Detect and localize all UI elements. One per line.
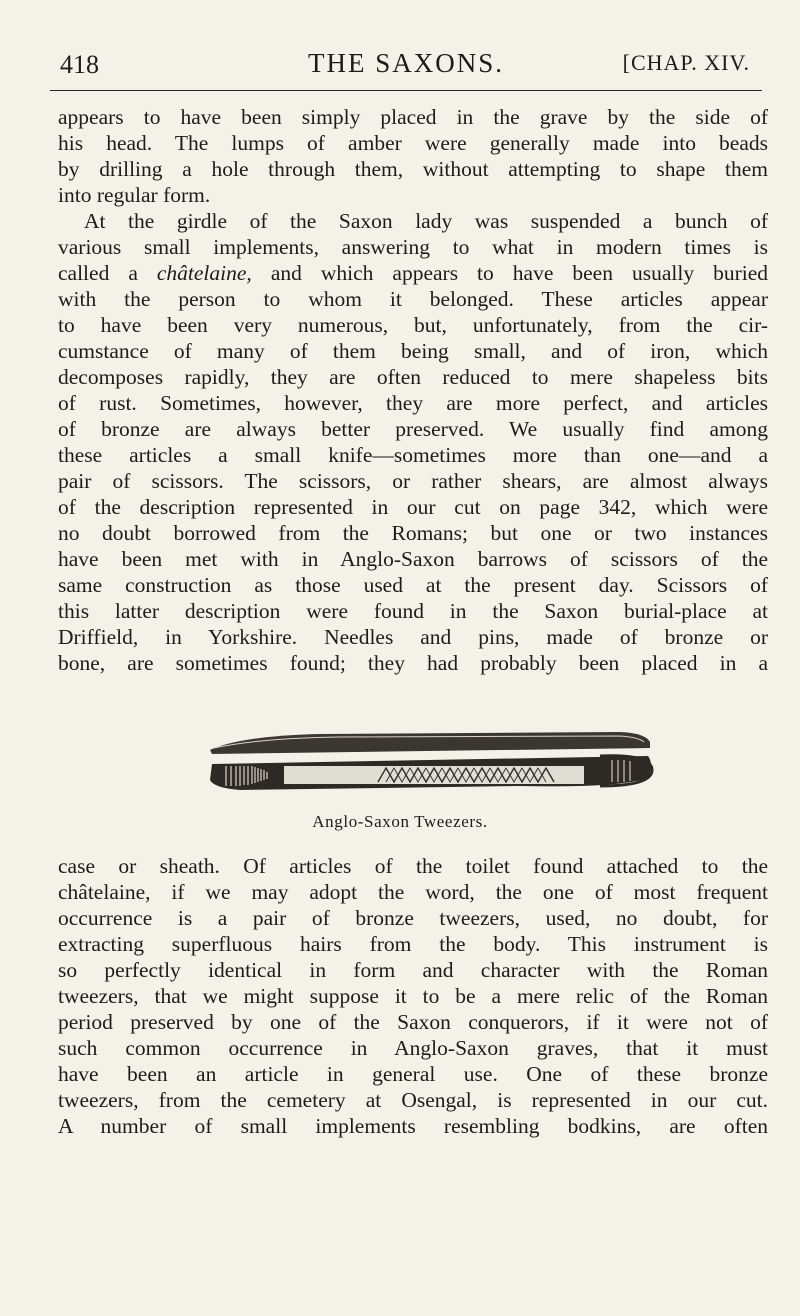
text-line: Driffield, in Yorkshire. Needles and pins, made of bronze or xyxy=(58,625,768,649)
text-fragment: and which appears to have been usually buried xyxy=(251,261,768,285)
body-text-lower xyxy=(58,853,768,1139)
text-line: these articles a small knife—sometimes more than one—and a xyxy=(58,443,768,467)
figure-caption: Anglo-Saxon Tweezers. xyxy=(312,812,488,831)
text-line: case or sheath. Of articles of the toilet found attached to the xyxy=(58,854,768,878)
text-line: same construction as those used at the present day. Scissors of xyxy=(58,573,768,597)
text-line: decomposes rapidly, they are often reduced to mere shapeless bits xyxy=(58,365,768,389)
text-line: pair of scissors. The scissors, or rather shears, are almost always xyxy=(58,469,768,493)
text-line: châtelaine, if we may adopt the word, the one of most frequent xyxy=(58,880,768,904)
running-title: THE SAXONS. xyxy=(307,48,504,78)
text-line: At the girdle of the Saxon lady was suspended a bunch of xyxy=(84,209,768,233)
chapter-label: [CHAP. XIV. xyxy=(622,50,750,75)
text-line: his head. The lumps of amber were generally made into beads xyxy=(58,131,768,155)
text-line: into regular form. xyxy=(58,183,211,207)
tweezers-illustration xyxy=(200,724,658,816)
text-line: by drilling a hole through them, without attempting to shape them xyxy=(58,157,768,181)
text-line: bone, are sometimes found; they had probably been placed in a xyxy=(58,651,768,675)
text-line: have been an article in general use. One of these bronze xyxy=(58,1062,768,1086)
text-fragment: called a xyxy=(58,261,157,285)
text-line: extracting superfluous hairs from the body. This instrument is xyxy=(58,932,768,956)
text-line: so perfectly identical in form and character with the Roman xyxy=(58,958,768,982)
text-line: of rust. Sometimes, however, they are more perfect, and articles xyxy=(58,391,768,415)
text-line: with the person to whom it belonged. These articles appear xyxy=(58,287,768,311)
text-line: this latter description were found in the Saxon burial-place at xyxy=(58,599,768,623)
text-line: occurrence is a pair of bronze tweezers, used, no doubt, for xyxy=(58,906,768,930)
text-line: have been met with in Anglo-Saxon barrows of scissors of the xyxy=(58,547,768,571)
text-line: of the description represented in our cut on page 342, which were xyxy=(58,495,768,519)
body-text-upper xyxy=(58,104,768,676)
text-line: A number of small implements resembling bodkins, are often xyxy=(58,1114,768,1138)
text-line: no doubt borrowed from the Romans; but one or two instances xyxy=(58,521,768,545)
italic-term-chatelaine: châtelaine, xyxy=(156,261,252,285)
text-line: tweezers, that we might suppose it to be a mere relic of the Roman xyxy=(58,984,768,1008)
text-line: cumstance of many of them being small, and of iron, which xyxy=(58,339,768,363)
page-number: 418 xyxy=(60,50,99,79)
text-line-with-italic xyxy=(58,260,768,286)
text-line: tweezers, from the cemetery at Osengal, is represented in our cut. xyxy=(58,1088,768,1112)
text-line: appears to have been simply placed in the grave by the side of xyxy=(58,105,768,129)
text-line: such common occurrence in Anglo-Saxon graves, that it must xyxy=(58,1036,768,1060)
text-line: period preserved by one of the Saxon conquerors, if it were not of xyxy=(58,1010,768,1034)
text-line: various small implements, answering to what in modern times is xyxy=(58,235,768,259)
text-line: to have been very numerous, but, unfortunately, from the cir- xyxy=(58,313,768,337)
text-line: of bronze are always better preserved. We usually find among xyxy=(58,417,768,441)
page-header xyxy=(50,40,762,91)
